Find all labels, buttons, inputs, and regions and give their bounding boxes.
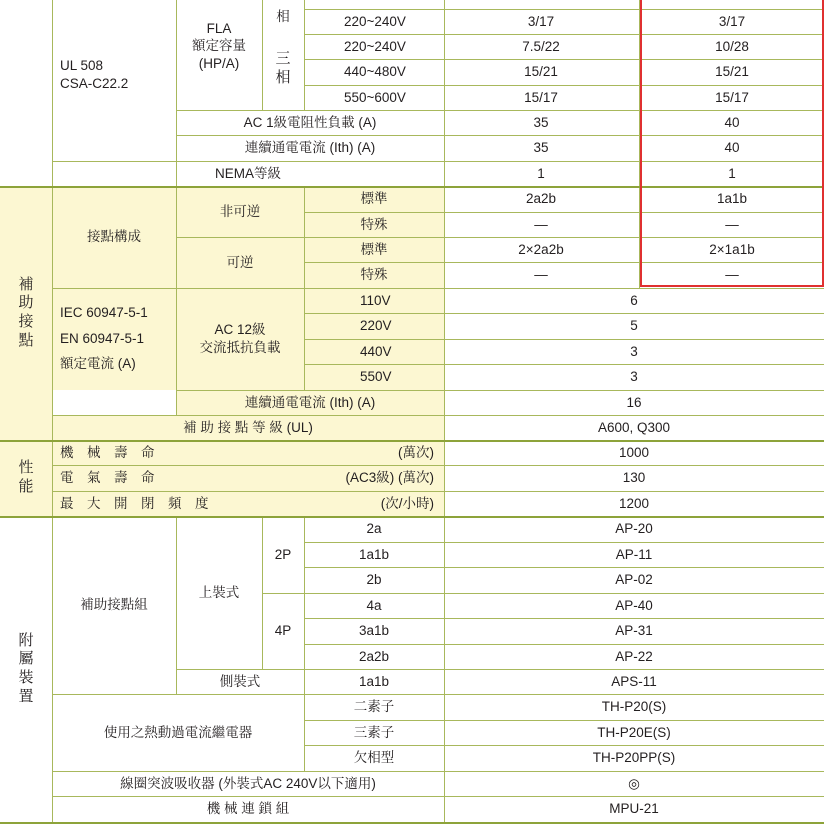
- table-cell: 接點構成: [52, 186, 176, 288]
- table-cell: 10/28: [715, 38, 749, 54]
- table-cell: 補 助 接 點 等 級 (UL): [52, 415, 444, 440]
- table-cell: TH-P20E(S): [597, 724, 671, 740]
- table-cell: NEMA等級: [214, 165, 281, 181]
- table-cell: 欠相型: [353, 750, 395, 766]
- grid-line: [304, 262, 824, 263]
- grid-line: [304, 745, 824, 746]
- grid-line: [304, 34, 824, 35]
- table-cell: 1000: [618, 444, 650, 460]
- table-cell: 連續通電電流 (Ith) (A): [244, 140, 376, 156]
- table-cell: 550~600V: [344, 89, 406, 105]
- table-cell: (AC3級) (萬次): [252, 465, 444, 491]
- table-cell: 2b: [366, 572, 382, 588]
- table-cell: MPU-21: [609, 801, 659, 817]
- table-cell: 40: [724, 114, 740, 130]
- table-cell: 上裝式: [198, 584, 240, 600]
- table-cell: TH-P20PP(S): [592, 750, 676, 766]
- table-cell: 440~480V: [344, 64, 406, 80]
- table-cell: 15/17: [715, 89, 749, 105]
- grid-line: [639, 0, 640, 288]
- grid-line: [304, 567, 824, 568]
- table-cell: (次/小時): [272, 491, 444, 516]
- table-cell: 3: [630, 343, 638, 359]
- table-cell: 4P: [274, 623, 292, 639]
- table-cell: 電 氣 壽 命: [52, 465, 252, 491]
- table-cell: —: [725, 216, 739, 232]
- table-cell: ◎: [628, 775, 640, 791]
- table-cell: 220~240V: [344, 13, 406, 29]
- grid-line: [176, 516, 177, 694]
- grid-line: [176, 669, 824, 670]
- table-cell: 1a1b: [716, 191, 748, 207]
- table-cell: 16: [626, 394, 642, 410]
- table-cell: 550V: [304, 364, 444, 390]
- grid-line: [52, 415, 824, 416]
- table-cell: 非可逆: [176, 186, 304, 237]
- grid-line: [304, 9, 824, 10]
- table-cell: (萬次): [252, 440, 444, 465]
- table-cell: 110V: [304, 288, 444, 313]
- table-cell: AP-40: [615, 597, 653, 613]
- table-cell: FLA 額定容量 (HP/A): [192, 20, 246, 71]
- table-cell: 15/17: [524, 89, 558, 105]
- table-cell: 三 相: [275, 50, 291, 86]
- table-cell: AP-11: [615, 546, 653, 562]
- table-cell: 補助接點組: [80, 597, 148, 613]
- grid-line: [52, 796, 824, 797]
- table-cell: 2×1a1b: [709, 241, 755, 257]
- table-cell: 2a: [366, 521, 382, 537]
- grid-line: [304, 0, 305, 110]
- grid-line: [304, 85, 824, 86]
- grid-line: [52, 0, 53, 822]
- table-cell: AC 12級 交流抵抗負載: [176, 288, 304, 390]
- grid-line: [176, 135, 824, 136]
- table-cell: 5: [630, 318, 638, 334]
- table-cell: 35: [533, 114, 549, 130]
- grid-line: [304, 59, 824, 60]
- table-cell: 側裝式: [219, 673, 261, 689]
- table-cell: 2P: [274, 546, 292, 562]
- grid-line: [304, 364, 824, 365]
- grid-line: [52, 288, 824, 289]
- grid-line: [262, 0, 263, 110]
- grid-line: [0, 186, 824, 188]
- table-cell: 3a1b: [358, 623, 390, 639]
- table-cell: AP-02: [615, 572, 653, 588]
- table-cell: 15/21: [715, 64, 749, 80]
- table-cell: APS-11: [611, 673, 657, 689]
- table-cell: 機 械 壽 命: [52, 440, 252, 465]
- table-cell: AP-22: [615, 648, 653, 664]
- table-cell: 1a1b: [358, 673, 390, 689]
- table-cell: 6: [630, 292, 638, 308]
- table-cell: 440V: [304, 339, 444, 364]
- table-cell: 2a2b: [525, 191, 557, 207]
- table-cell: 特殊: [304, 262, 444, 288]
- table-cell: 補 助 接 點: [0, 186, 52, 440]
- table-cell: 可逆: [176, 237, 304, 288]
- grid-line: [52, 694, 824, 695]
- table-cell: IEC 60947-5-1 EN 60947-5-1 額定電流 (A): [52, 288, 176, 390]
- table-cell: —: [534, 216, 548, 232]
- table-cell: 標準: [304, 186, 444, 212]
- table-cell: AP-31: [615, 623, 653, 639]
- table-cell: 二素子: [353, 699, 395, 715]
- grid-line: [304, 720, 824, 721]
- table-cell: 標準: [304, 237, 444, 262]
- table-cell: A600, Q300: [597, 419, 671, 435]
- grid-line: [176, 237, 824, 238]
- grid-line: [262, 593, 824, 594]
- grid-line: [304, 339, 824, 340]
- table-cell: 40: [724, 140, 740, 156]
- grid-line: [0, 440, 824, 442]
- table-cell: 4a: [366, 597, 382, 613]
- table-cell: 2×2a2b: [518, 241, 564, 257]
- table-cell: 相: [276, 9, 290, 25]
- table-cell: 附 屬 裝 置: [18, 631, 34, 705]
- grid-line: [176, 186, 177, 415]
- table-cell: 3: [630, 369, 638, 385]
- table-cell: 1200: [618, 495, 650, 511]
- table-cell: 130: [622, 470, 646, 486]
- grid-line: [304, 644, 824, 645]
- table-cell: 3/17: [718, 13, 746, 29]
- table-cell: 機 械 連 鎖 組: [206, 801, 290, 817]
- grid-line: [444, 0, 445, 822]
- table-cell: 2a2b: [358, 648, 390, 664]
- grid-line: [304, 542, 824, 543]
- table-cell: 35: [533, 140, 549, 156]
- grid-line: [52, 491, 824, 492]
- table-cell: AP-20: [615, 521, 653, 537]
- table-cell: AC 1級電阻性負載 (A): [243, 114, 377, 130]
- table-cell: UL 508 CSA-C22.2: [60, 58, 129, 91]
- table-cell: 最 大 開 閉 頻 度: [52, 491, 272, 516]
- grid-line: [304, 212, 824, 213]
- table-cell: TH-P20(S): [601, 699, 667, 715]
- grid-line: [52, 161, 824, 162]
- table-cell: 1: [728, 165, 736, 181]
- table-cell: 220~240V: [344, 38, 406, 54]
- table-cell: —: [534, 267, 548, 283]
- table-cell: 線圈突波吸收器 (外裝式AC 240V以下適用): [120, 775, 376, 791]
- table-cell: 連續通電電流 (Ith) (A): [176, 390, 444, 415]
- table-cell: —: [725, 267, 739, 283]
- table-cell: 220V: [304, 313, 444, 339]
- grid-line: [52, 771, 824, 772]
- table-cell: 1: [537, 165, 545, 181]
- grid-line: [176, 0, 177, 186]
- table-cell: 3/17: [527, 13, 555, 29]
- table-cell: 特殊: [304, 212, 444, 237]
- grid-line: [304, 618, 824, 619]
- grid-line: [0, 822, 824, 824]
- table-cell: 使用之熱動過電流繼電器: [103, 724, 253, 740]
- grid-line: [176, 390, 824, 391]
- table-cell: 三素子: [353, 724, 395, 740]
- table-cell: 15/21: [524, 64, 558, 80]
- grid-line: [304, 313, 824, 314]
- grid-line: [176, 110, 824, 111]
- table-cell: 1a1b: [358, 546, 390, 562]
- table-cell: 性 能: [0, 440, 52, 516]
- grid-line: [52, 465, 824, 466]
- grid-line: [0, 516, 824, 518]
- table-cell: 7.5/22: [522, 38, 560, 54]
